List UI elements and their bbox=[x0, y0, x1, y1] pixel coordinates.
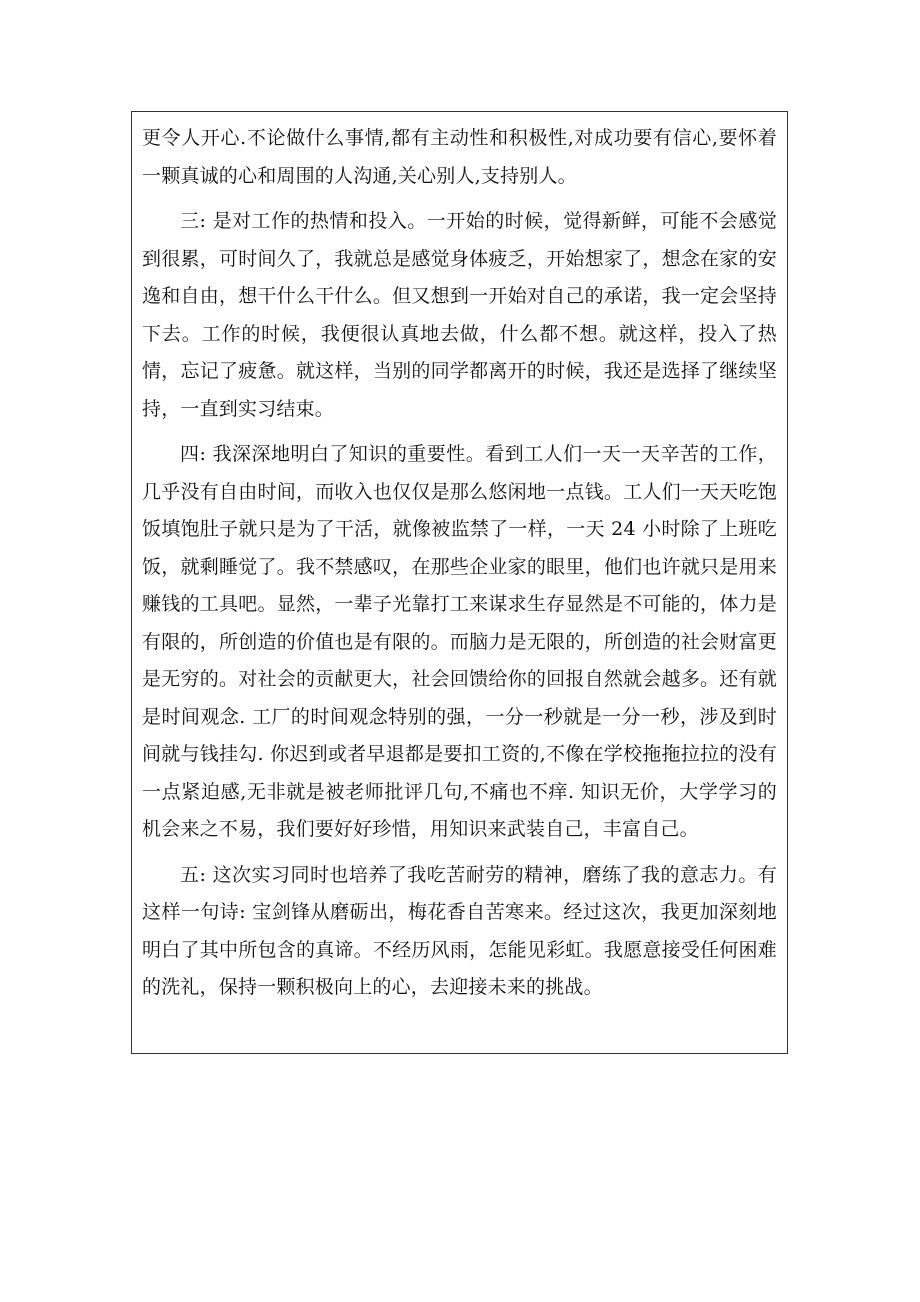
paragraph-four: 四: 我深深地明白了知识的重要性。看到工人们一天一天辛苦的工作，几乎没有自由时间，而收入也仅仅是那么悠闲地一点钱。工人们一天天吃饱饭填饱肚子就只是为了干活，就像被监禁了一样，一天 24 小时除了上班吃饭，就剩睡觉了。我不禁感叹，在那些企业家的眼里，他们也许就只是用来赚钱的工具吧。显然，一辈子光靠打工来谋求生存显然是不可能的，体力是有限的，所创造的价值也是有限的。而脑力是无限的，所创造的社会财富更是无穷的。对社会的贡献更大，社会回馈给你的回报自然就会越多。还有就是时间观念. 工厂的时间观念特别的强，一分一秒就是一分一秒，涉及到时间就与钱挂勾. 你迟到或者早退都是要扣工资的,不像在学校拖拖拉拉的没有一点紧迫感,无非就是被老师批评几句,不痛也不痒. 知识无价，大学学习的机会来之不易，我们要好好珍惜，用知识来武装自己，丰富自己。 bbox=[142, 443, 777, 840]
document-body bbox=[142, 120, 777, 1007]
paragraph-five: 五: 这次实习同时也培养了我吃苦耐劳的精神，磨练了我的意志力。有这样一句诗: 宝剑锋从磨砺出，梅花香自苦寒来。经过这次，我更加深刻地明白了其中所包含的真谛。不经历风雨，怎能见彩虹。我愿意接受任何困难的洗礼，保持一颗积极向上的心，去迎接未来的挑战。 bbox=[142, 863, 777, 998]
paragraph-intro: 更令人开心.不论做什么事情,都有主动性和积极性,对成功要有信心,要怀着一颗真诚的心和周围的人沟通,关心别人,支持别人。 bbox=[142, 127, 777, 187]
paragraph-three: 三: 是对工作的热情和投入。一开始的时候，觉得新鲜，可能不会感觉到很累，可时间久了，我就总是感觉身体疲乏，开始想家了，想念在家的安逸和自由，想干什么干什么。但又想到一开始对自己的承诺，我一定会坚持下去。工作的时候，我便很认真地去做，什么都不想。就这样，投入了热情，忘记了疲惫。就这样，当别的同学都离开的时候，我还是选择了继续坚持，一直到实习结束。 bbox=[142, 210, 777, 420]
text-frame bbox=[131, 111, 788, 1054]
